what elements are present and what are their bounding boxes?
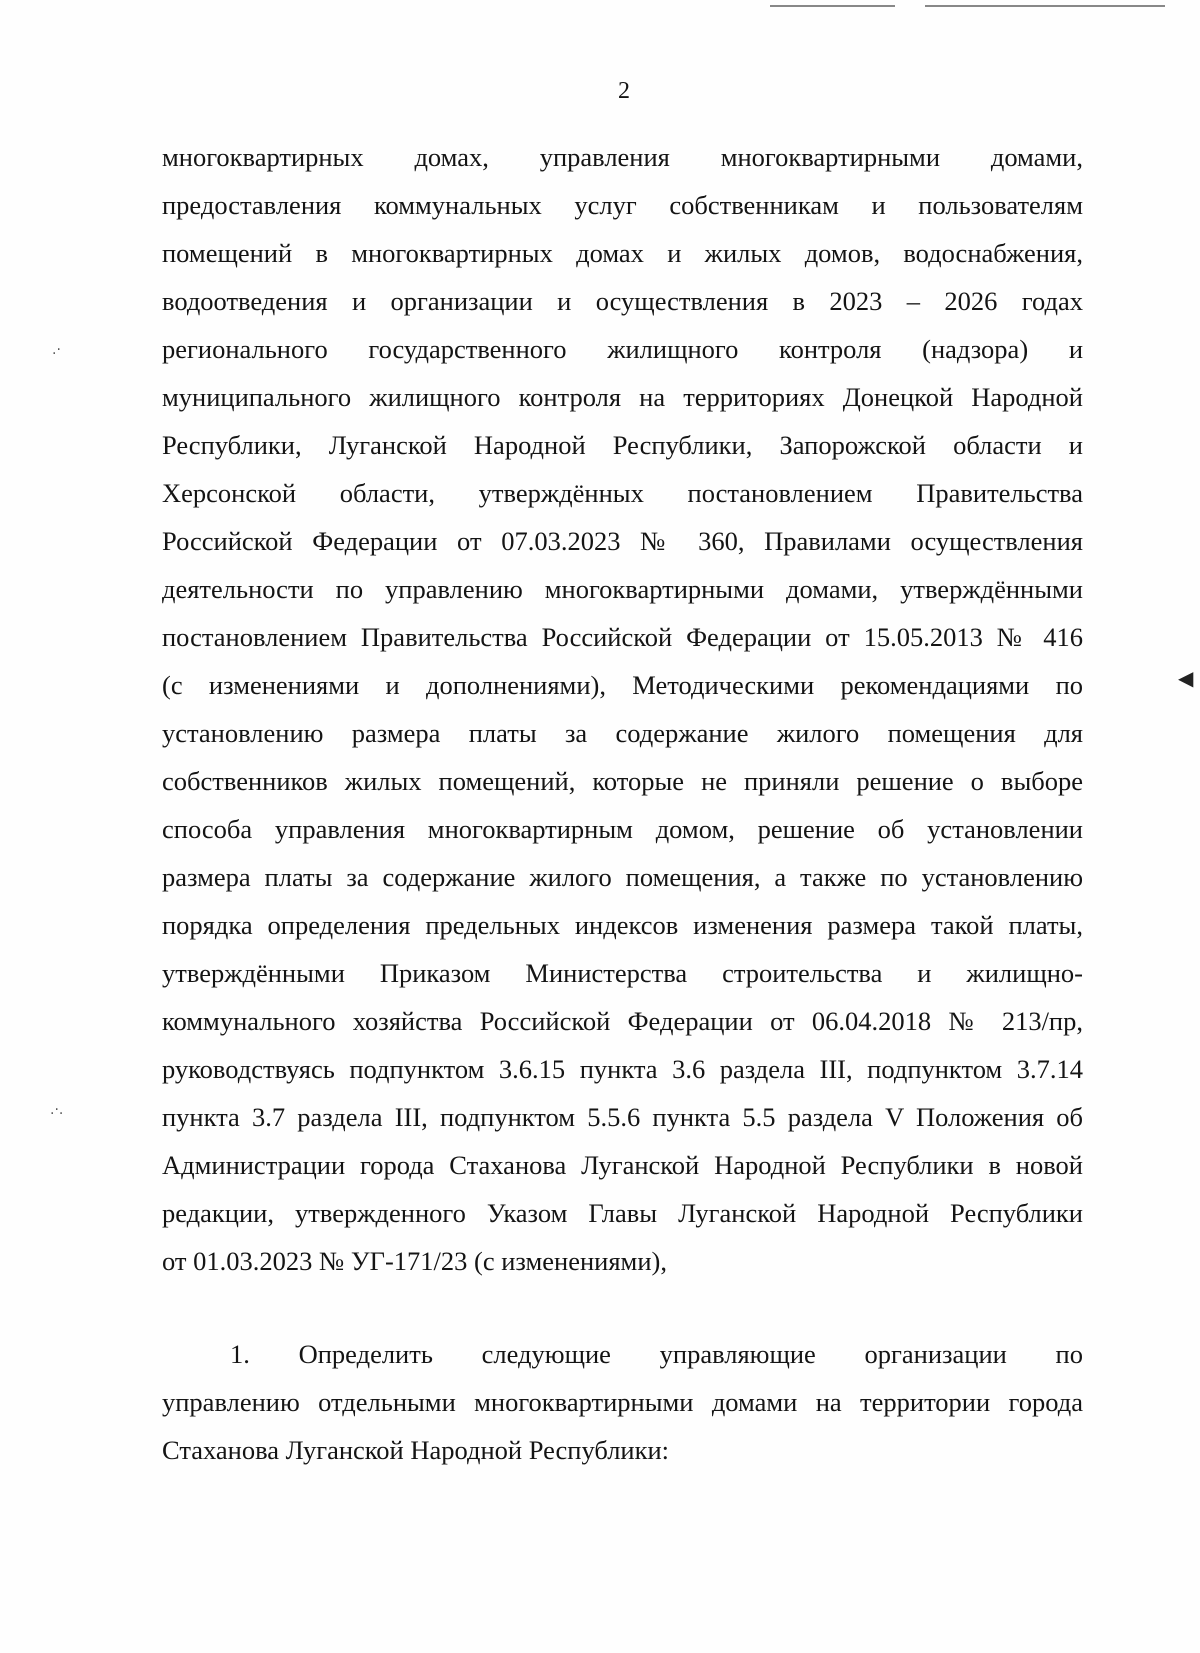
scan-artifact-line [770,5,895,7]
text-line: утверждёнными Приказом Министерства строительства и жилищно- [162,958,1083,988]
paragraph-spacer [162,1285,1083,1330]
text-line: регионального государственного жилищного контроля (надзора) и [162,334,1083,364]
text-line: предоставления коммунальных услуг собственникам и пользователям [162,190,1083,220]
text-line: Херсонской области, утверждённых постановлением Правительства [162,478,1083,508]
scan-artifact-speck: ◀ [1178,666,1194,690]
text-line: муниципального жилищного контроля на территориях Донецкой Народной [162,382,1083,412]
text-line: пункта 3.7 раздела III, подпунктом 5.5.6 пункта 5.5 раздела V Положения об [162,1102,1083,1132]
text-line: коммунального хозяйства Российской Федерации от 06.04.2018 № 213/пр, [162,1006,1083,1036]
text-line: редакции, утвержденного Указом Главы Луганской Народной Республики [162,1198,1083,1228]
text-line: порядка определения предельных индексов изменения размера такой платы, [162,910,1083,940]
text-line: установлению размера платы за содержание жилого помещения для [162,718,1083,748]
text-line: от 01.03.2023 № УГ-171/23 (с изменениями), [162,1246,667,1276]
text-line: многоквартирных домах, управления многоквартирными домами, [162,142,1083,172]
text-line: размера платы за содержание жилого помещения, а также по установлению [162,862,1083,892]
preamble-paragraph [162,133,1083,1285]
text-line: управлению отдельными многоквартирными домами на территории города [162,1387,1083,1417]
page-number: 2 [618,78,630,104]
text-line: водоотведения и организации и осуществления в 2023 – 2026 годах [162,286,1083,316]
text-line: Российской Федерации от 07.03.2023 № 360, Правилами осуществления [162,526,1083,556]
scan-artifact-speck: .· [52,342,61,358]
clause-1-paragraph [162,1330,1083,1474]
text-line: 1. Определить следующие управляющие организации по [230,1339,1083,1369]
text-line: способа управления многоквартирным домом, решение об установлении [162,814,1083,844]
text-line: Стаханова Луганской Народной Республики: [162,1435,670,1465]
scan-artifact-speck: .·. [50,1102,64,1118]
text-line: постановлением Правительства Российской Федерации от 15.05.2013 № 416 [162,622,1083,652]
text-line: Администрации города Стаханова Луганской Народной Республики в новой [162,1150,1083,1180]
document-body [162,133,1083,1474]
text-line: руководствуясь подпунктом 3.6.15 пункта 3.6 раздела III, подпунктом 3.7.14 [162,1054,1083,1084]
text-line: помещений в многоквартирных домах и жилых домов, водоснабжения, [162,238,1083,268]
text-line: деятельности по управлению многоквартирными домами, утверждёнными [162,574,1083,604]
text-line: (с изменениями и дополнениями), Методическими рекомендациями по [162,670,1083,700]
text-line: Республики, Луганской Народной Республики, Запорожской области и [162,430,1083,460]
text-line: собственников жилых помещений, которые не приняли решение о выборе [162,766,1083,796]
scan-artifact-line [925,5,1165,7]
